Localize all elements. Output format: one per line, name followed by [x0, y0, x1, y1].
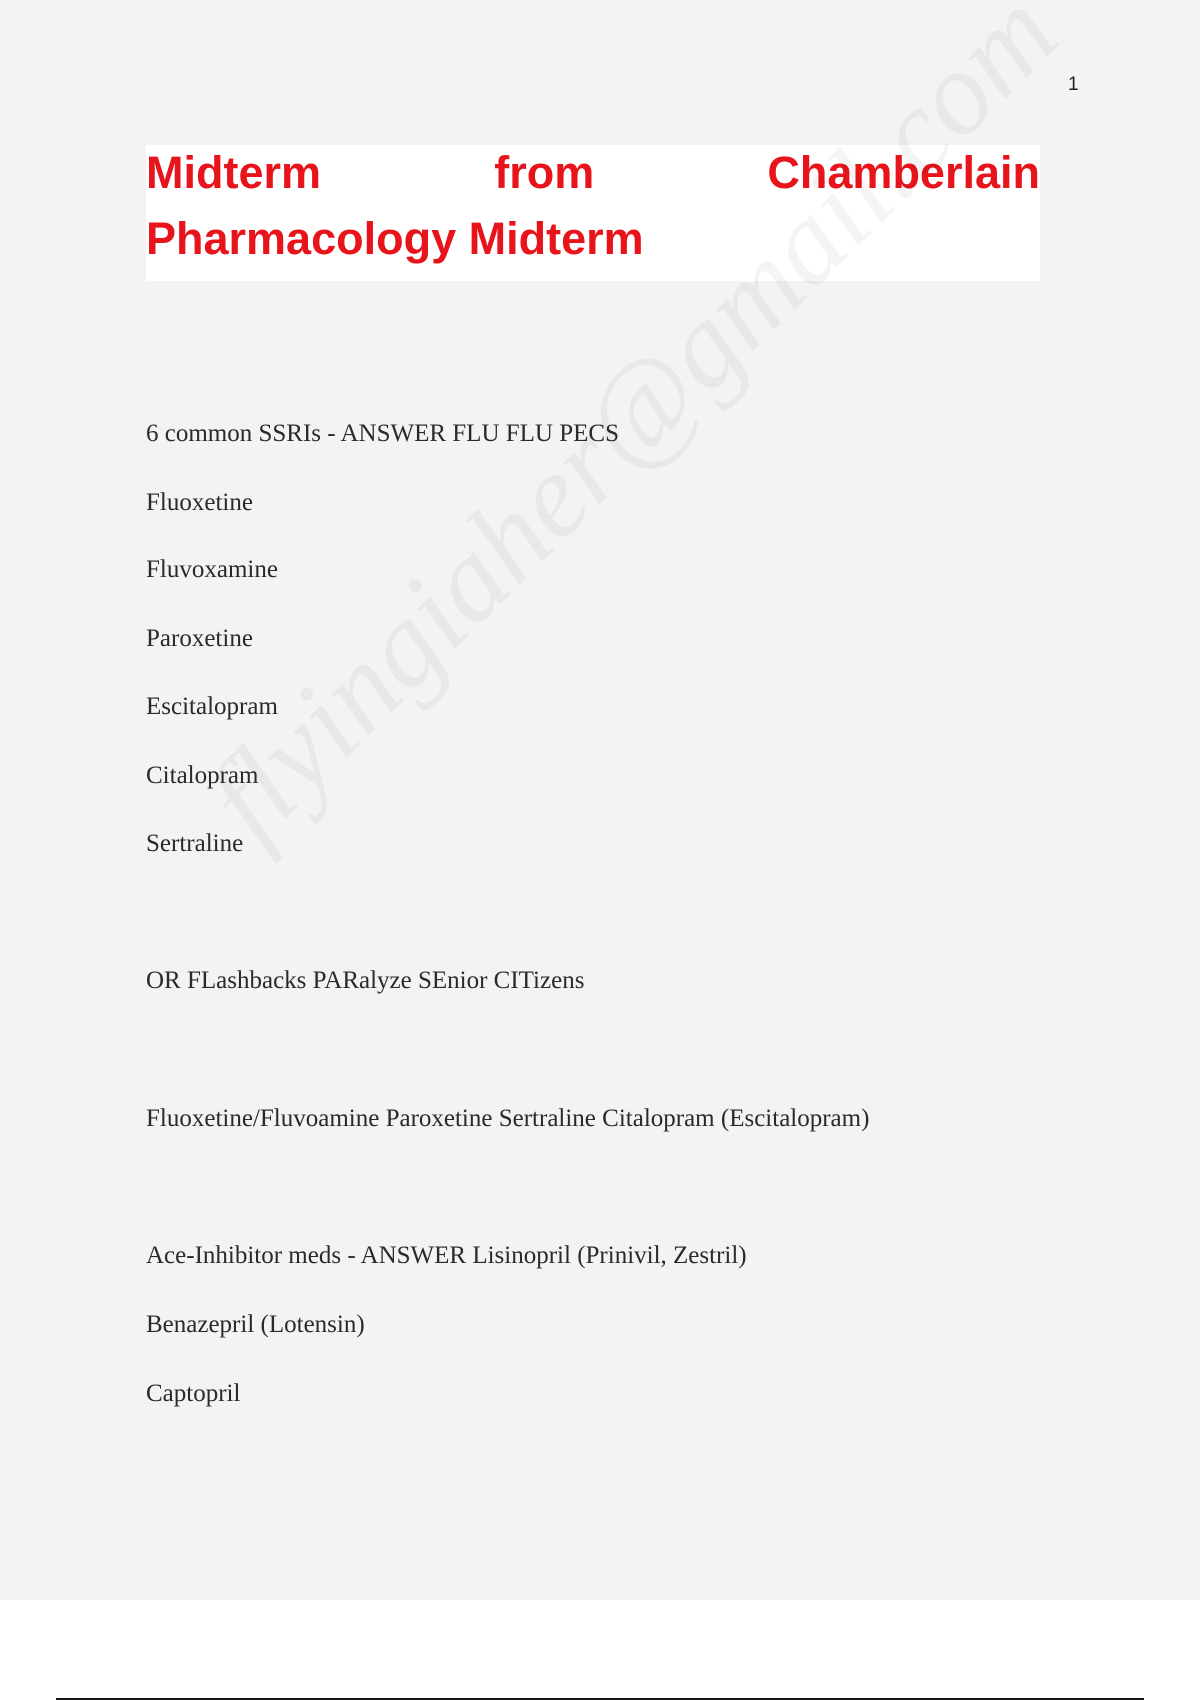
- list-item: Captopril: [146, 1380, 241, 1407]
- list-item: Fluvoxamine: [146, 556, 278, 583]
- title-word: Midterm: [146, 147, 322, 198]
- list-item: Escitalopram: [146, 693, 278, 720]
- list-item: Sertraline: [146, 830, 244, 857]
- mnemonic-line: OR FLashbacks PARalyze SEnior CITizens: [146, 967, 585, 994]
- document-title-line-1: [146, 144, 1040, 202]
- document-title-line-2: Pharmacology Midterm: [146, 213, 644, 264]
- summary-line: Fluoxetine/Fluvoamine Paroxetine Sertraline Citalopram (Escitalopram): [146, 1105, 870, 1132]
- list-item: Paroxetine: [146, 625, 253, 652]
- list-item: Benazepril (Lotensin): [146, 1311, 365, 1338]
- list-item: Citalopram: [146, 762, 259, 789]
- question-ssri: 6 common SSRIs - ANSWER FLU FLU PECS: [146, 420, 619, 447]
- list-item: Fluoxetine: [146, 489, 253, 516]
- title-word: Chamberlain: [767, 147, 1040, 198]
- question-ace-inhibitor: Ace-Inhibitor meds - ANSWER Lisinopril (Prinivil, Zestril): [146, 1242, 747, 1269]
- page-number: 1: [1068, 74, 1079, 95]
- title-word: from: [494, 147, 595, 198]
